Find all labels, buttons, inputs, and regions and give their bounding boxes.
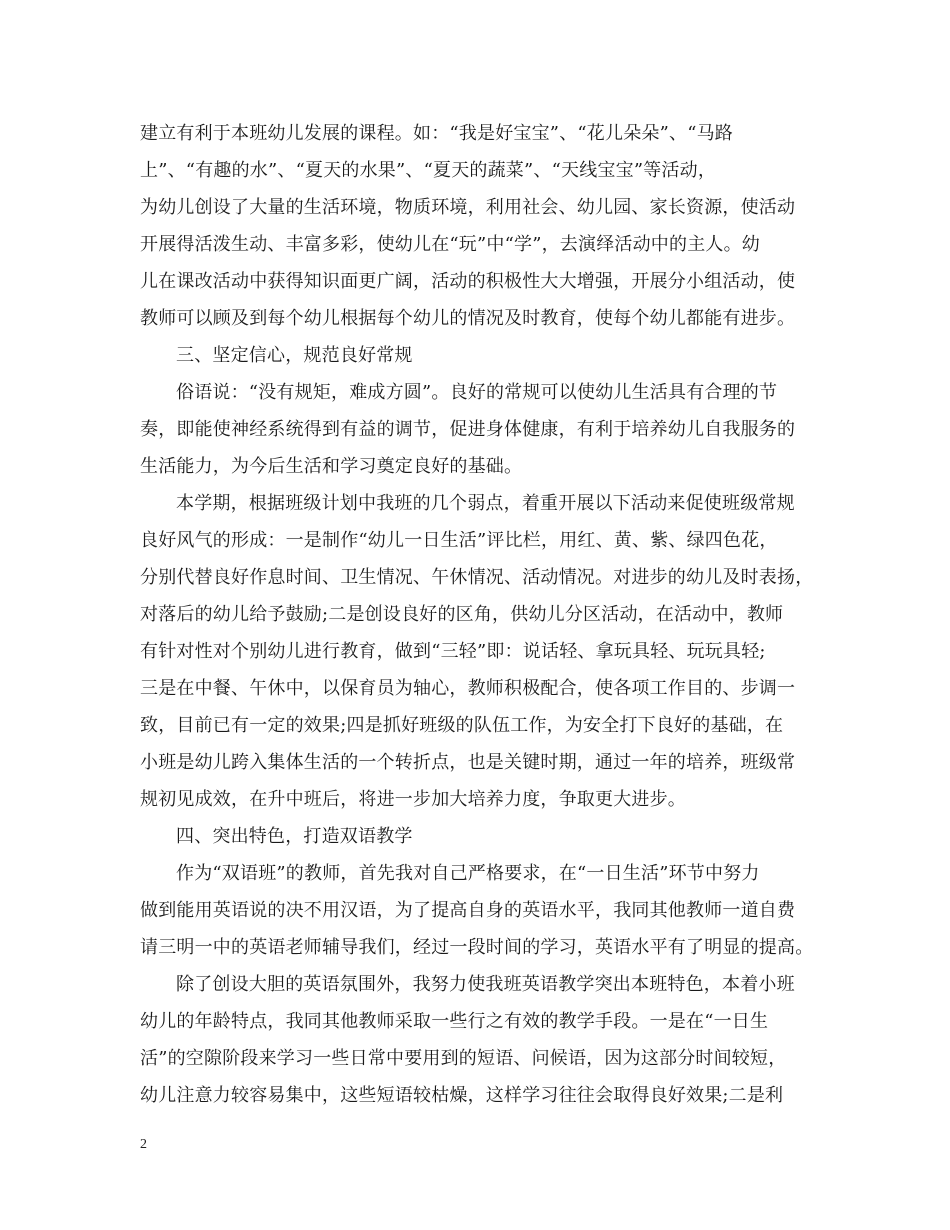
paragraph-start-line: 三、坚定信心，规范良好常规 [176, 345, 413, 366]
paragraph-start-line: 俗语说：“没有规矩，难成方圆”。良好的常规可以使幼儿生活具有合理的节 [176, 382, 778, 403]
text-line: 为幼儿创设了大量的生活环境，物质环境，利用社会、幼儿园、家长资源，使活动 [140, 197, 796, 218]
text-line: 活”的空隙阶段来学习一些日常中要用到的短语、问候语，因为这部分时间较短， [140, 1048, 787, 1069]
paragraph-start-line: 除了创设大胆的英语氛围外，我努力使我班英语教学突出本班特色，本着小班 [176, 974, 795, 995]
text-line: 幼儿注意力较容易集中，这些短语较枯燥，这样学习往往会取得良好效果;二是利 [140, 1085, 784, 1106]
text-line: 奏，即能使神经系统得到有益的调节，促进身体健康，有利于培养幼儿自我服务的 [140, 419, 796, 440]
body-text [140, 115, 820, 1114]
text-line: 三是在中餐、午休中，以保育员为轴心，教师积极配合，使各项工作目的、步调一 [140, 678, 796, 699]
paragraph-start-line: 作为“双语班”的教师，首先我对自己严格要求，在“一日生活”环节中努力 [176, 863, 760, 884]
text-line: 上”、“有趣的水”、“夏天的水果”、“夏天的蔬菜”、“天线宝宝”等活动， [140, 160, 717, 181]
text-line: 生活能力，为今后生活和学习奠定良好的基础。 [140, 456, 523, 477]
paragraph-start-line: 本学期，根据班级计划中我班的几个弱点，着重开展以下活动来促使班级常规 [176, 493, 795, 514]
text-line: 幼儿的年龄特点，我同其他教师采取一些行之有效的教学手段。一是在“一日生 [140, 1011, 769, 1032]
page-number: 2 [140, 1137, 147, 1152]
text-line: 建立有利于本班幼儿发展的课程。如：“我是好宝宝”、“花儿朵朵”、“马路 [140, 123, 734, 144]
text-line: 有针对性对个别幼儿进行教育，做到“三轻”即：说话轻、拿玩具轻、玩玩具轻; [140, 641, 766, 662]
text-line: 教师可以顾及到每个幼儿根据每个幼儿的情况及时教育，使每个幼儿都能有进步。 [140, 308, 796, 329]
text-line: 做到能用英语说的决不用汉语，为了提高自身的英语水平，我同其他教师一道自费 [140, 900, 796, 921]
text-line: 致，目前已有一定的效果;四是抓好班级的队伍工作，为安全打下良好的基础，在 [140, 715, 784, 736]
paragraph-start-line: 四、突出特色，打造双语教学 [176, 826, 413, 847]
text-line: 分别代替良好作息时间、卫生情况、午休情况、活动情况。对进步的幼儿及时表扬， [140, 567, 814, 588]
text-line: 良好风气的形成：一是制作“幼儿一日生活”评比栏，用红、黄、紫、绿四色花， [140, 530, 778, 551]
text-line: 开展得活泼生动、丰富多彩，使幼儿在“玩”中“学”，去演绎活动中的主人。幼 [140, 234, 761, 255]
text-line: 对落后的幼儿给予鼓励;二是创设良好的区角，供幼儿分区活动，在活动中，教师 [140, 604, 784, 625]
text-line: 规初见成效，在升中班后，将进一步加大培养力度，争取更大进步。 [140, 789, 686, 810]
text-line: 儿在课改活动中获得知识面更广阔，活动的积极性大大增强，开展分小组活动，使 [140, 271, 796, 292]
text-line: 请三明一中的英语老师辅导我们，经过一段时间的学习，英语水平有了明显的提高。 [140, 937, 814, 958]
text-line: 小班是幼儿跨入集体生活的一个转折点，也是关键时期，通过一年的培养，班级常 [140, 752, 796, 773]
